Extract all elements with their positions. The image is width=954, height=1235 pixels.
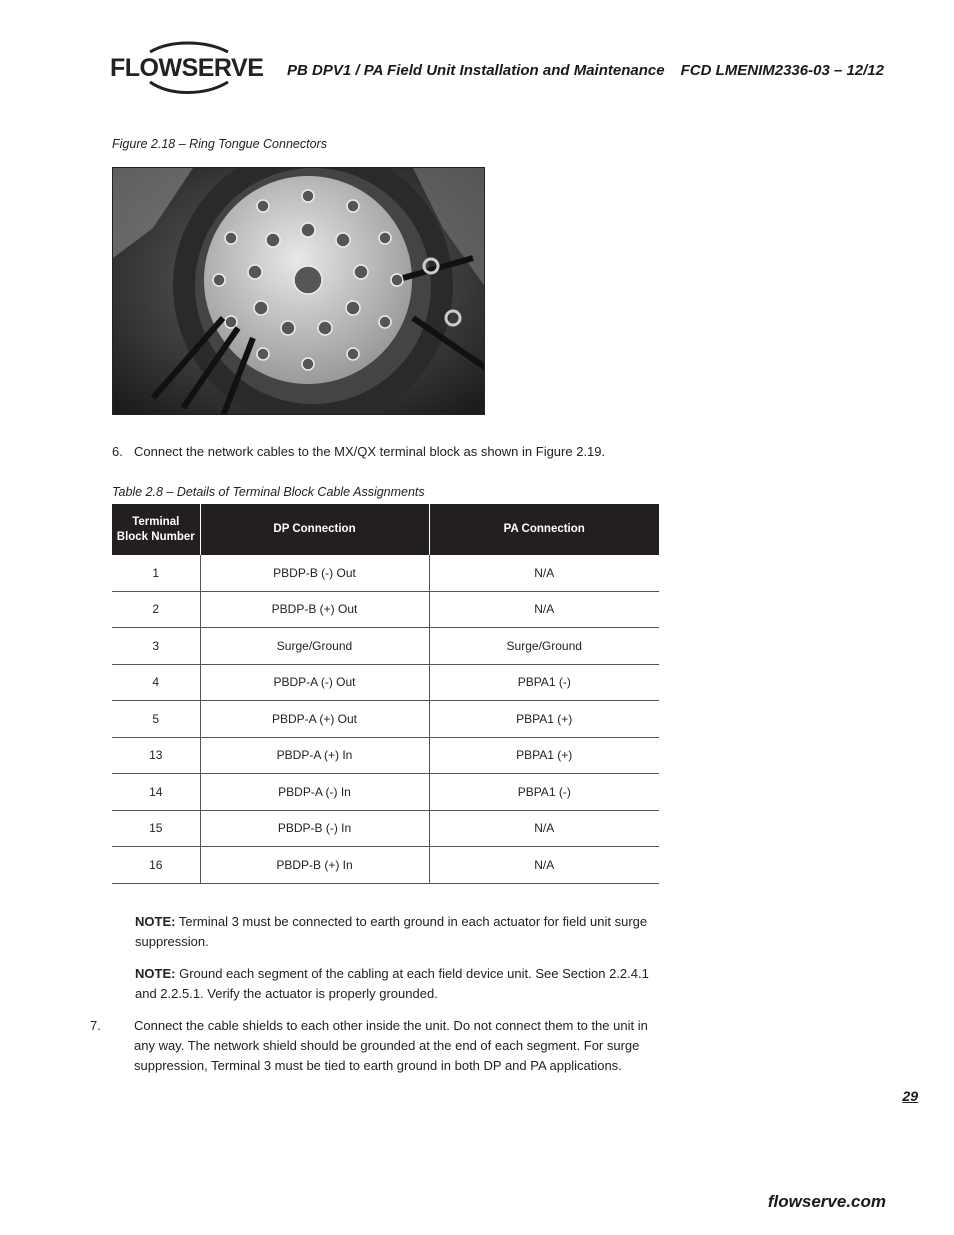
table-row: [112, 664, 659, 701]
step-6-number: 6.: [112, 444, 123, 459]
pa-connection-cell: N/A: [429, 847, 659, 884]
note-ground-segments: [135, 964, 665, 1004]
table-row: [112, 701, 659, 738]
note-terminal-3-ground: [135, 912, 665, 952]
step-7: [90, 1016, 672, 1076]
table-caption: Table 2.8 – Details of Terminal Block Cable Assignments: [112, 485, 425, 499]
terminal-number-cell: 13: [112, 737, 200, 774]
header-dp-connection: DP Connection: [200, 504, 429, 555]
terminal-number-cell: 16: [112, 847, 200, 884]
pa-connection-cell: PBPA1 (-): [429, 664, 659, 701]
terminal-number-cell: 15: [112, 810, 200, 847]
terminal-block-illustration: [113, 168, 485, 415]
dp-connection-cell: Surge/Ground: [200, 628, 429, 665]
step-7-text: Connect the cable shields to each other inside the unit. Do not connect them to the unit in any way. The network shield should be grounded at the end of each segment. For surge suppression, Terminal 3 must be tied to earth ground in both DP and PA applications.: [134, 1018, 648, 1073]
pa-connection-cell: N/A: [429, 591, 659, 628]
dp-connection-cell: PBDP-A (-) Out: [200, 664, 429, 701]
ring-tongue-connectors-photo: [112, 167, 485, 415]
table-row: [112, 591, 659, 628]
header-terminal-block-number: Terminal Block Number: [112, 504, 200, 555]
figure-caption: Figure 2.18 – Ring Tongue Connectors: [112, 137, 327, 151]
table-row: [112, 847, 659, 884]
dp-connection-cell: PBDP-B (-) In: [200, 810, 429, 847]
terminal-number-cell: 5: [112, 701, 200, 738]
pa-connection-cell: PBPA1 (+): [429, 701, 659, 738]
table-row: [112, 810, 659, 847]
terminal-number-cell: 4: [112, 664, 200, 701]
page-number: 29: [902, 1088, 918, 1104]
dp-connection-cell: PBDP-B (+) In: [200, 847, 429, 884]
note-label: NOTE:: [135, 966, 176, 981]
dp-connection-cell: PBDP-A (+) In: [200, 737, 429, 774]
pa-connection-cell: N/A: [429, 810, 659, 847]
note-text: Terminal 3 must be connected to earth ground in each actuator for field unit surge suppression.: [135, 914, 648, 949]
dp-connection-cell: PBDP-A (+) Out: [200, 701, 429, 738]
terminal-number-cell: 1: [112, 555, 200, 591]
step-7-number: 7.: [90, 1018, 101, 1033]
table-row: [112, 555, 659, 591]
footer-website-link[interactable]: flowserve.com: [767, 1192, 886, 1211]
terminal-number-cell: 2: [112, 591, 200, 628]
header-title: [287, 62, 884, 79]
dp-connection-cell: PBDP-A (-) In: [200, 774, 429, 811]
pa-connection-cell: N/A: [429, 555, 659, 591]
dp-connection-cell: PBDP-B (-) Out: [200, 555, 429, 591]
header-pa-connection: PA Connection: [429, 504, 659, 555]
cable-assignments-table: [112, 504, 659, 884]
terminal-number-cell: 3: [112, 628, 200, 665]
pa-connection-cell: PBPA1 (-): [429, 774, 659, 811]
table-row: [112, 628, 659, 665]
pa-connection-cell: Surge/Ground: [429, 628, 659, 665]
terminal-number-cell: 14: [112, 774, 200, 811]
step-6: [112, 442, 672, 462]
table-row: [112, 737, 659, 774]
table-row: [112, 774, 659, 811]
document-title: PB DPV1 / PA Field Unit Installation and Maintenance: [287, 62, 665, 79]
note-text: Ground each segment of the cabling at each field device unit. See Section 2.2.4.1 and 2.2.5.1. Verify the actuator is properly grounded.: [135, 966, 649, 1001]
table-header-row: [112, 504, 659, 555]
dp-connection-cell: PBDP-B (+) Out: [200, 591, 429, 628]
logo-wordmark: FLOWSERVE: [110, 54, 264, 82]
step-6-text: Connect the network cables to the MX/QX terminal block as shown in Figure 2.19.: [134, 444, 606, 459]
document-code: FCD LMENIM2336-03 – 12/12: [680, 62, 884, 79]
flowserve-logo: [110, 40, 264, 96]
pa-connection-cell: PBPA1 (+): [429, 737, 659, 774]
note-label: NOTE:: [135, 914, 176, 929]
